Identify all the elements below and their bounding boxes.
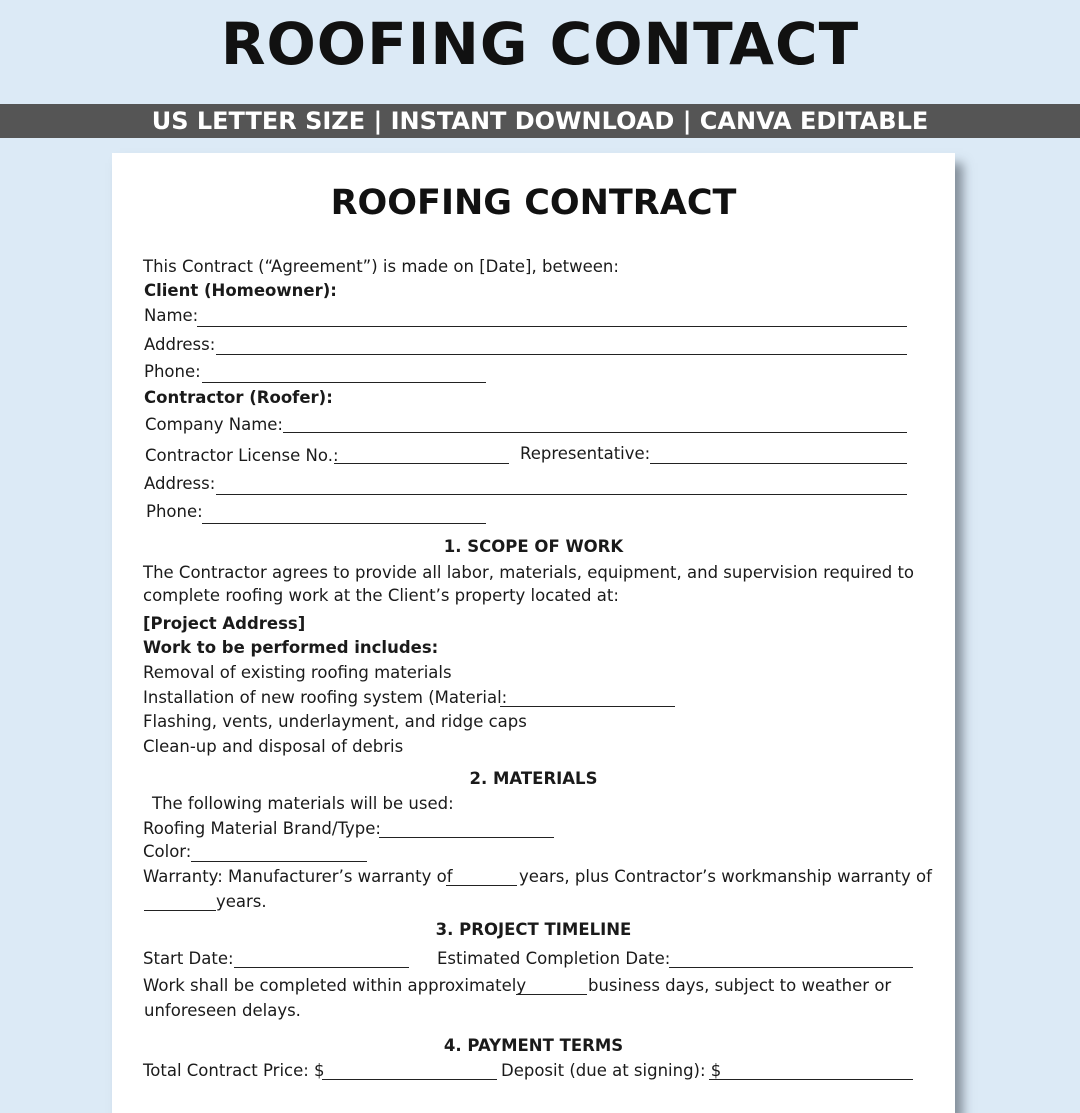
contractor-address-field[interactable] bbox=[216, 494, 907, 495]
contractor-address-label: Address: bbox=[144, 474, 216, 493]
workmanship-warranty-field[interactable] bbox=[144, 910, 216, 911]
contract-page bbox=[112, 153, 955, 1113]
materials-intro: The following materials will be used: bbox=[152, 794, 454, 813]
client-phone-field[interactable] bbox=[202, 382, 486, 383]
start-date-field[interactable] bbox=[234, 967, 409, 968]
company-name-label: Company Name: bbox=[145, 415, 283, 434]
client-phone-label: Phone: bbox=[144, 362, 201, 381]
banner-title: ROOFING CONTACT bbox=[220, 10, 860, 78]
project-address: [Project Address] bbox=[143, 614, 306, 633]
license-field[interactable] bbox=[334, 463, 509, 464]
contractor-phone-field[interactable] bbox=[202, 523, 486, 524]
brand-label: Roofing Material Brand/Type: bbox=[143, 819, 381, 838]
contractor-phone-label: Phone: bbox=[146, 502, 203, 521]
work-item: Flashing, vents, underlayment, and ridge caps bbox=[143, 712, 527, 731]
banner-subtitle: US LETTER SIZE | INSTANT DOWNLOAD | CANVA EDITABLE bbox=[151, 107, 929, 135]
deposit-label: Deposit (due at signing): $ bbox=[501, 1061, 722, 1080]
contractor-heading: Contractor (Roofer): bbox=[144, 388, 333, 407]
client-address-field[interactable] bbox=[216, 354, 907, 355]
timeline-heading: 3. PROJECT TIMELINE bbox=[435, 920, 632, 939]
work-item: Removal of existing roofing materials bbox=[143, 663, 452, 682]
color-label: Color: bbox=[143, 842, 192, 861]
timeline-text-prefix: Work shall be completed within approximately bbox=[143, 976, 527, 995]
license-label: Contractor License No.: bbox=[145, 446, 339, 465]
roofing-material-field[interactable] bbox=[500, 706, 675, 707]
representative-field[interactable] bbox=[650, 463, 907, 464]
client-name-label: Name: bbox=[144, 306, 199, 325]
scope-text-line2: complete roofing work at the Client’s property located at: bbox=[143, 586, 619, 605]
client-heading: Client (Homeowner): bbox=[144, 281, 337, 300]
manufacturer-warranty-field[interactable] bbox=[446, 885, 517, 886]
scope-text-line1: The Contractor agrees to provide all labor, materials, equipment, and supervision required to bbox=[143, 563, 915, 582]
client-address-label: Address: bbox=[144, 335, 216, 354]
total-price-label: Total Contract Price: $ bbox=[143, 1061, 325, 1080]
document-title: ROOFING CONTRACT bbox=[330, 183, 737, 223]
materials-heading: 2. MATERIALS bbox=[469, 769, 598, 788]
brand-field[interactable] bbox=[379, 837, 554, 838]
banner-subtitle-bar bbox=[0, 104, 1080, 138]
client-name-field[interactable] bbox=[197, 326, 907, 327]
intro-text: This Contract (“Agreement”) is made on [Date], between: bbox=[143, 257, 619, 276]
company-name-field[interactable] bbox=[283, 432, 907, 433]
timeline-text-line2: unforeseen delays. bbox=[144, 1001, 301, 1020]
completion-date-field[interactable] bbox=[669, 967, 913, 968]
payment-heading: 4. PAYMENT TERMS bbox=[443, 1036, 624, 1055]
warranty-suffix: years. bbox=[216, 892, 267, 911]
warranty-middle: years, plus Contractor’s workmanship warranty of bbox=[519, 867, 932, 886]
business-days-field[interactable] bbox=[516, 994, 587, 995]
completion-date-label: Estimated Completion Date: bbox=[437, 949, 671, 968]
work-heading: Work to be performed includes: bbox=[143, 638, 439, 657]
representative-label: Representative: bbox=[520, 444, 651, 463]
color-field[interactable] bbox=[191, 861, 367, 862]
timeline-text-suffix: business days, subject to weather or bbox=[588, 976, 892, 995]
warranty-prefix: Warranty: Manufacturer’s warranty of bbox=[143, 867, 453, 886]
work-item: Clean-up and disposal of debris bbox=[143, 737, 404, 756]
scope-heading: 1. SCOPE OF WORK bbox=[443, 537, 624, 556]
work-item: Installation of new roofing system (Material: bbox=[143, 688, 508, 707]
start-date-label: Start Date: bbox=[143, 949, 234, 968]
